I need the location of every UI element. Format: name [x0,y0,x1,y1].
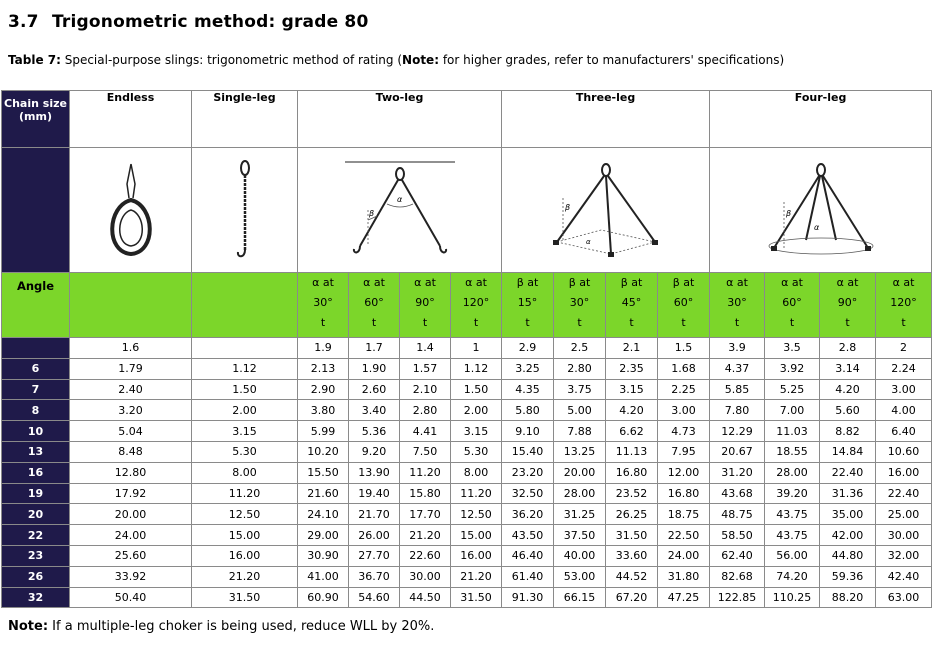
table-row [2,441,932,462]
angle-sym: α at [312,276,334,289]
svg-text:β: β [368,209,374,218]
rating-value: 31.50 [451,587,502,608]
rating-value: 3.40 [349,400,400,421]
angle-unit: t [320,316,326,329]
rating-value: 5.99 [298,421,349,442]
rating-value: 35.00 [820,504,876,525]
caption-note-label: Note: [402,53,439,67]
table-row [2,545,932,566]
rating-value: 3.9 [710,338,765,359]
rating-value: 29.00 [298,525,349,546]
svg-text:β: β [564,203,570,212]
svg-text:α: α [585,238,591,246]
rating-value: 1.57 [400,358,451,379]
rating-value: 5.85 [710,379,765,400]
rating-value: 2.90 [298,379,349,400]
rating-value: 2.80 [400,400,451,421]
rating-value: 122.85 [710,587,765,608]
table-row [2,525,932,546]
angle-sym: α at [892,276,915,289]
table-row [2,587,932,608]
angle-sym: α at [465,276,487,289]
rating-value: 110.25 [765,587,820,608]
rating-value: 82.68 [710,566,765,587]
rating-value: 31.36 [820,483,876,504]
chain-size-cell: 8 [2,400,70,421]
rating-value: 19.40 [349,483,400,504]
section-title-text: Trigonometric method: grade 80 [52,12,369,32]
single-leg-value: 5.30 [192,441,298,462]
rating-value: 11.20 [400,462,451,483]
rating-value: 36.20 [502,504,554,525]
angle-unit: t [789,316,795,329]
rating-value: 1.4 [400,338,451,359]
rating-value: 3.92 [765,358,820,379]
rating-value: 44.80 [820,545,876,566]
angle-single-cell [192,273,298,338]
two-leg-header: Two-leg [298,91,502,148]
rating-value: 39.20 [765,483,820,504]
single-leg-value: 12.50 [192,504,298,525]
angle-sym: α at [363,276,385,289]
rating-value: 88.20 [820,587,876,608]
chain-size-cell: 16 [2,462,70,483]
endless-value: 50.40 [70,587,192,608]
single-leg-value: 31.50 [192,587,298,608]
rating-value: 60.90 [298,587,349,608]
single-leg-sling-diagram [192,148,298,273]
rating-value: 7.88 [554,421,606,442]
endless-value: 2.40 [70,379,192,400]
rating-value: 2.13 [298,358,349,379]
rating-value: 2.35 [606,358,658,379]
chain-size-cell: 22 [2,525,70,546]
rating-value: 28.00 [765,462,820,483]
endless-value: 25.60 [70,545,192,566]
rating-value: 3.00 [658,400,710,421]
rating-value: 1.5 [658,338,710,359]
angle-deg: 30° [727,296,747,309]
endless-value: 20.00 [70,504,192,525]
rating-value: 1 [451,338,502,359]
rating-value: 15.50 [298,462,349,483]
rating-value: 2.24 [876,358,932,379]
single-leg-value: 1.12 [192,358,298,379]
endless-sling-diagram [70,148,192,273]
rating-value: 5.36 [349,421,400,442]
diagram-spacer [2,148,70,273]
rating-value: 46.40 [502,545,554,566]
rating-value: 7.00 [765,400,820,421]
angle-unit: t [371,316,377,329]
rating-value: 10.20 [298,441,349,462]
rating-value: 2.60 [349,379,400,400]
rating-value: 43.68 [710,483,765,504]
rating-value: 13.25 [554,441,606,462]
chain-size-cell [2,338,70,359]
angle-sym: β at [516,276,539,289]
rating-value: 13.90 [349,462,400,483]
rating-value: 5.00 [554,400,606,421]
rating-value: 31.80 [658,566,710,587]
svg-text:β: β [785,209,791,218]
rating-value: 66.15 [554,587,606,608]
rating-value: 4.00 [876,400,932,421]
angle-deg: 90° [837,296,858,309]
angle-header-cell [876,273,932,338]
four-leg-header: Four-leg [710,91,932,148]
rating-value: 3.5 [765,338,820,359]
angle-sym: β at [568,276,591,289]
rating-value: 12.29 [710,421,765,442]
rating-value: 1.9 [298,338,349,359]
endless-value: 12.80 [70,462,192,483]
rating-value: 22.40 [820,462,876,483]
rating-value: 32.00 [876,545,932,566]
diagram-row [2,148,932,273]
rating-value: 21.60 [298,483,349,504]
rating-value: 25.00 [876,504,932,525]
rating-value: 31.25 [554,504,606,525]
angle-header-cell [658,273,710,338]
angle-unit: t [845,316,850,329]
single-leg-value: 11.20 [192,483,298,504]
endless-value: 8.48 [70,441,192,462]
chain-size-cell: 20 [2,504,70,525]
angle-unit: t [577,316,582,329]
rating-value: 1.90 [349,358,400,379]
rating-value: 17.70 [400,504,451,525]
rating-value: 47.25 [658,587,710,608]
rating-value: 40.00 [554,545,606,566]
rating-value: 6.62 [606,421,658,442]
angle-sym: β at [620,276,643,289]
footer-note-label: Note: [8,619,49,634]
rating-value: 30.00 [400,566,451,587]
chain-size-cell: 10 [2,421,70,442]
angle-deg: 120° [462,296,490,309]
rating-value: 4.35 [502,379,554,400]
rating-value: 5.25 [765,379,820,400]
rating-value: 43.75 [765,525,820,546]
angle-sym: α at [836,276,859,289]
rating-value: 2.8 [820,338,876,359]
table-row [2,504,932,525]
chain-size-header: Chain size (mm) [2,91,70,148]
rating-value: 16.80 [658,483,710,504]
rating-value: 1.68 [658,358,710,379]
table-body [2,338,932,608]
angle-deg: 60° [673,296,694,309]
chain-size-cell: 19 [2,483,70,504]
rating-value: 44.50 [400,587,451,608]
rating-value: 22.40 [876,483,932,504]
section-title [8,12,368,32]
angle-unit: t [473,316,479,329]
rating-value: 41.00 [298,566,349,587]
rating-value: 3.80 [298,400,349,421]
rating-value: 11.03 [765,421,820,442]
single-leg-value [192,338,298,359]
rating-value: 54.60 [349,587,400,608]
table-row [2,421,932,442]
angle-unit: t [422,316,428,329]
footer-note [8,619,434,634]
rating-value: 30.00 [876,525,932,546]
rating-value: 9.20 [349,441,400,462]
rating-value: 24.00 [658,545,710,566]
rating-value: 26.00 [349,525,400,546]
rating-value: 42.40 [876,566,932,587]
endless-value: 17.92 [70,483,192,504]
angle-sym: α at [414,276,436,289]
rating-value: 18.55 [765,441,820,462]
rating-value: 33.60 [606,545,658,566]
rating-value: 11.20 [451,483,502,504]
rating-value: 14.84 [820,441,876,462]
rating-value: 3.25 [502,358,554,379]
chain-size-cell: 13 [2,441,70,462]
four-leg-sling-diagram [710,148,932,273]
rating-value: 21.70 [349,504,400,525]
rating-value: 44.52 [606,566,658,587]
rating-value: 1.7 [349,338,400,359]
table-row [2,379,932,400]
angle-unit: t [734,316,740,329]
rating-value: 16.00 [876,462,932,483]
svg-text:α: α [396,195,402,204]
angle-header-cell [606,273,658,338]
endless-header: Endless [70,91,192,148]
rating-value: 3.15 [606,379,658,400]
rating-value: 22.50 [658,525,710,546]
angle-header-cell [400,273,451,338]
angle-row [2,273,932,338]
table-row [2,358,932,379]
angle-header-cell [765,273,820,338]
angle-endless-cell [70,273,192,338]
rating-value: 67.20 [606,587,658,608]
rating-value: 37.50 [554,525,606,546]
table-row [2,483,932,504]
angle-header-cell [298,273,349,338]
rating-value: 2.1 [606,338,658,359]
angle-deg: 15° [517,296,538,309]
footer-note-text: If a multiple-leg choker is being used, reduce WLL by 20%. [48,619,435,634]
rating-value: 16.00 [451,545,502,566]
rating-value: 31.50 [606,525,658,546]
rating-value: 20.67 [710,441,765,462]
chain-size-cell: 7 [2,379,70,400]
rating-value: 11.13 [606,441,658,462]
angle-header-cell [502,273,554,338]
rating-value: 53.00 [554,566,606,587]
angle-sym: β at [672,276,695,289]
rating-value: 42.00 [820,525,876,546]
angle-deg: 60° [364,296,384,309]
svg-text:α: α [813,223,819,232]
rating-value: 56.00 [765,545,820,566]
rating-value: 3.14 [820,358,876,379]
table-row [2,462,932,483]
rating-value: 10.60 [876,441,932,462]
two-leg-sling-diagram [298,148,502,273]
single-leg-value: 1.50 [192,379,298,400]
angle-label: Angle [2,273,70,338]
endless-value: 5.04 [70,421,192,442]
rating-value: 12.00 [658,462,710,483]
rating-value: 18.75 [658,504,710,525]
rating-value: 5.30 [451,441,502,462]
rating-value: 15.40 [502,441,554,462]
angle-deg: 45° [621,296,642,309]
endless-value: 33.92 [70,566,192,587]
rating-table [1,90,932,608]
angle-header-cell [349,273,400,338]
rating-value: 7.50 [400,441,451,462]
rating-value: 24.10 [298,504,349,525]
section-number: 3.7 [8,12,39,32]
endless-value: 1.79 [70,358,192,379]
angle-header-cell [554,273,606,338]
rating-value: 36.70 [349,566,400,587]
chain-size-cell: 32 [2,587,70,608]
angle-unit: t [525,316,530,329]
table-row [2,566,932,587]
rating-value: 63.00 [876,587,932,608]
single-leg-value: 2.00 [192,400,298,421]
rating-value: 21.20 [400,525,451,546]
caption-note-text: for higher grades, refer to manufacturers' specifications) [439,53,785,67]
rating-value: 32.50 [502,483,554,504]
endless-value: 3.20 [70,400,192,421]
rating-value: 26.25 [606,504,658,525]
table-row [2,400,932,421]
rating-value: 59.36 [820,566,876,587]
angle-sym: α at [781,276,803,289]
rating-value: 8.82 [820,421,876,442]
rating-value: 21.20 [451,566,502,587]
angle-unit: t [629,316,634,329]
rating-value: 3.00 [876,379,932,400]
rating-value: 4.37 [710,358,765,379]
rating-value: 22.60 [400,545,451,566]
angle-header-cell [820,273,876,338]
rating-value: 9.10 [502,421,554,442]
header-row [2,91,932,148]
chain-size-cell: 23 [2,545,70,566]
rating-value: 16.80 [606,462,658,483]
rating-value: 4.20 [820,379,876,400]
rating-value: 4.20 [606,400,658,421]
rating-value: 48.75 [710,504,765,525]
rating-value: 20.00 [554,462,606,483]
rating-value: 23.52 [606,483,658,504]
caption-label: Table 7: [8,53,61,67]
rating-value: 12.50 [451,504,502,525]
angle-unit: t [901,316,906,329]
three-leg-header: Three-leg [502,91,710,148]
rating-value: 4.41 [400,421,451,442]
three-leg-sling-diagram [502,148,710,273]
rating-value: 1.12 [451,358,502,379]
rating-value: 31.20 [710,462,765,483]
rating-value: 61.40 [502,566,554,587]
rating-value: 2.5 [554,338,606,359]
rating-value: 7.95 [658,441,710,462]
rating-value: 2.80 [554,358,606,379]
angle-unit: t [681,316,686,329]
angle-header-cell [710,273,765,338]
rating-value: 23.20 [502,462,554,483]
rating-value: 4.73 [658,421,710,442]
angle-deg: 30° [313,296,333,309]
endless-value: 24.00 [70,525,192,546]
rating-value: 43.75 [765,504,820,525]
endless-value: 1.6 [70,338,192,359]
rating-value: 28.00 [554,483,606,504]
rating-value: 15.80 [400,483,451,504]
table-row [2,338,932,359]
angle-deg: 120° [890,296,917,309]
angle-deg: 30° [569,296,590,309]
angle-header-cell [451,273,502,338]
rating-value: 58.50 [710,525,765,546]
rating-value: 7.80 [710,400,765,421]
rating-value: 74.20 [765,566,820,587]
rating-value: 2.9 [502,338,554,359]
caption-text: Special-purpose slings: trigonometric method of rating ( [60,53,403,67]
single-leg-value: 3.15 [192,421,298,442]
rating-value: 3.75 [554,379,606,400]
rating-value: 30.90 [298,545,349,566]
angle-sym: α at [726,276,748,289]
rating-value: 15.00 [451,525,502,546]
rating-value: 43.50 [502,525,554,546]
rating-value: 1.50 [451,379,502,400]
rating-value: 5.60 [820,400,876,421]
table-caption [8,53,784,67]
single-leg-value: 16.00 [192,545,298,566]
rating-value: 5.80 [502,400,554,421]
rating-value: 62.40 [710,545,765,566]
single-leg-value: 21.20 [192,566,298,587]
chain-size-cell: 26 [2,566,70,587]
rating-value: 27.70 [349,545,400,566]
chain-size-cell: 6 [2,358,70,379]
angle-deg: 90° [415,296,435,309]
single-leg-header: Single-leg [192,91,298,148]
angle-deg: 60° [782,296,802,309]
rating-value: 2.00 [451,400,502,421]
rating-value: 2.25 [658,379,710,400]
single-leg-value: 15.00 [192,525,298,546]
rating-value: 3.15 [451,421,502,442]
rating-value: 91.30 [502,587,554,608]
rating-value: 8.00 [451,462,502,483]
rating-value: 2.10 [400,379,451,400]
rating-value: 2 [876,338,932,359]
single-leg-value: 8.00 [192,462,298,483]
rating-value: 6.40 [876,421,932,442]
